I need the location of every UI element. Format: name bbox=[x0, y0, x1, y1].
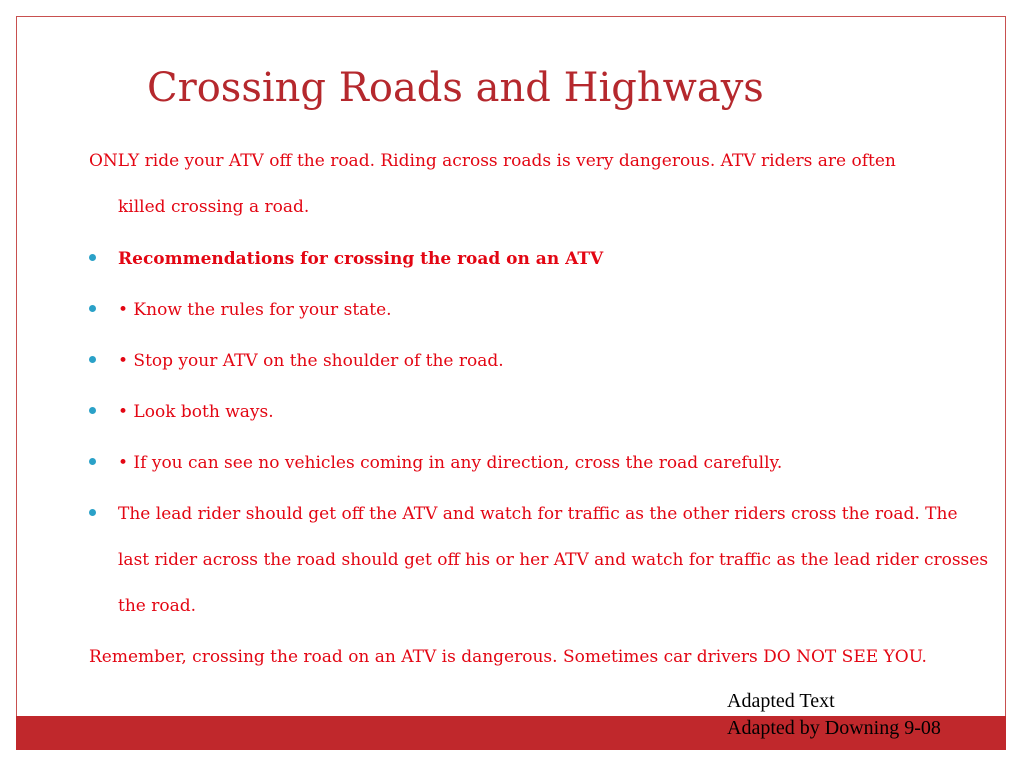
bullet-dot-icon bbox=[89, 254, 96, 261]
intro-paragraph bbox=[89, 138, 989, 230]
slide-title: Crossing Roads and Highways bbox=[147, 65, 764, 111]
bullet-item-lead-rider bbox=[89, 491, 994, 629]
attribution-line-1: Adapted Text bbox=[727, 690, 835, 712]
closing-remark: Remember, crossing the road on an ATV is dangerous. Sometimes car drivers DO NOT SEE YOU. bbox=[89, 647, 927, 667]
bullet-text: • Stop your ATV on the shoulder of the road. bbox=[118, 351, 504, 371]
intro-line-1: ONLY ride your ATV off the road. Riding across roads is very dangerous. ATV riders are often bbox=[89, 151, 896, 171]
bullet-item-rules bbox=[89, 287, 994, 333]
bullet-dot-icon bbox=[89, 407, 96, 414]
bullet-text: The lead rider should get off the ATV and watch for traffic as the other riders cross the road. The last rider across the road should get off his or her ATV and watch for traffic as the lead rider crosses the road. bbox=[118, 504, 989, 616]
bullet-text: Recommendations for crossing the road on an ATV bbox=[118, 249, 604, 269]
bullet-item-stop bbox=[89, 338, 994, 384]
bullet-item-recommendations bbox=[89, 236, 994, 282]
bullet-list bbox=[89, 236, 994, 634]
attribution-line-2: Adapted by Downing 9-08 bbox=[727, 717, 941, 739]
bullet-text: • Look both ways. bbox=[118, 402, 274, 422]
bullet-dot-icon bbox=[89, 458, 96, 465]
bullet-item-look bbox=[89, 389, 994, 435]
attribution bbox=[727, 688, 941, 742]
bullet-text: • Know the rules for your state. bbox=[118, 300, 392, 320]
intro-line-2: killed crossing a road. bbox=[118, 197, 310, 217]
bullet-text: • If you can see no vehicles coming in any direction, cross the road carefully. bbox=[118, 453, 783, 473]
bullet-dot-icon bbox=[89, 305, 96, 312]
bullet-dot-icon bbox=[89, 509, 96, 516]
bullet-item-cross bbox=[89, 440, 994, 486]
bullet-dot-icon bbox=[89, 356, 96, 363]
